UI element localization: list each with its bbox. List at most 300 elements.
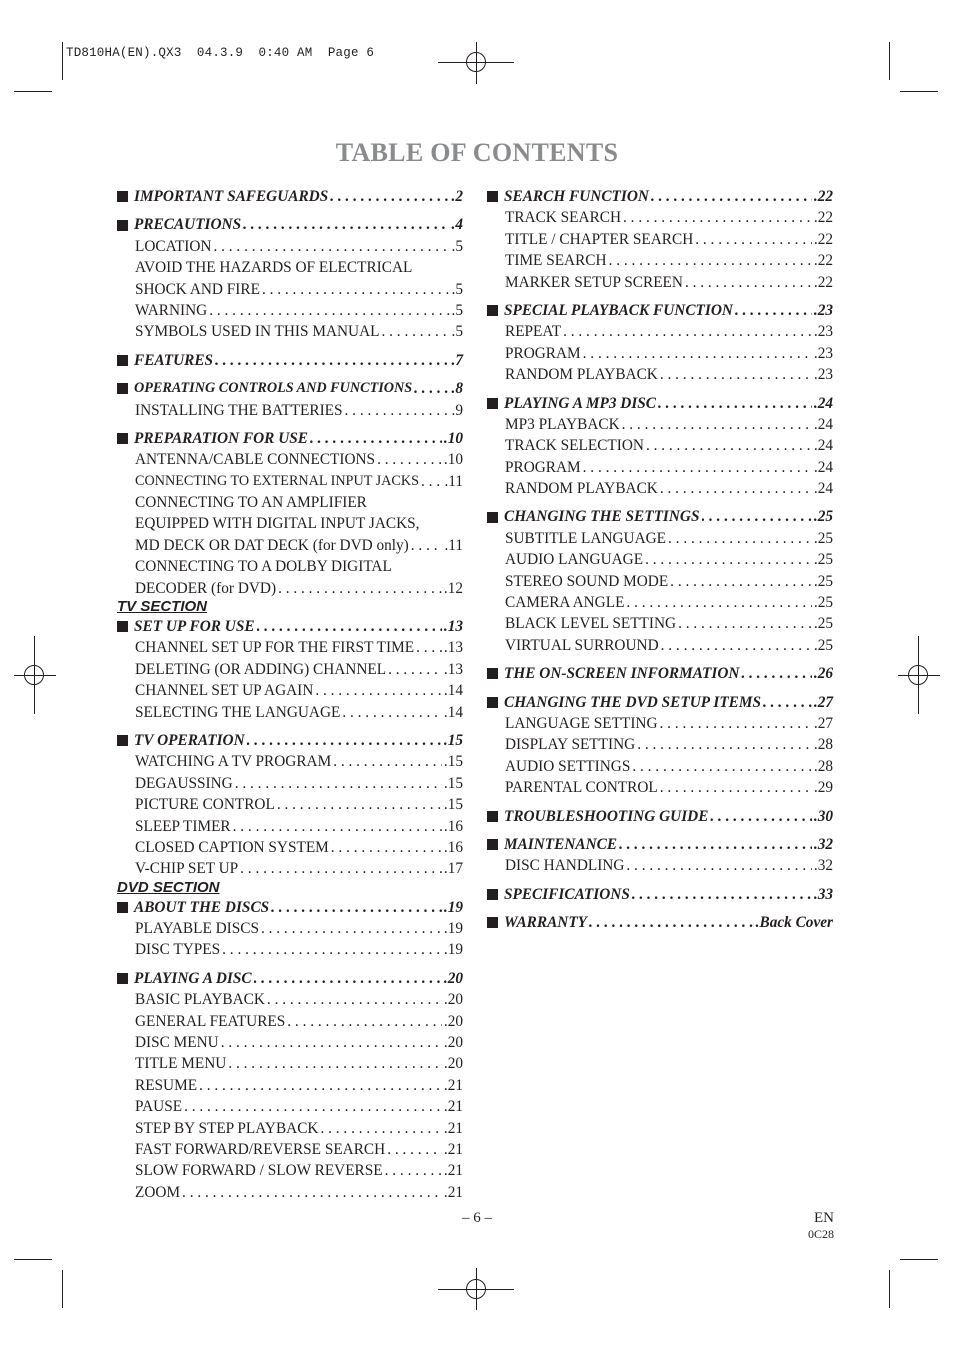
dot-leader [278, 578, 442, 599]
toc-entry-text: PROGRAM [505, 458, 581, 476]
toc-entry-text: WATCHING A TV PROGRAM [135, 753, 332, 771]
toc-heading[interactable] [487, 692, 833, 713]
toc-entry[interactable] [117, 400, 463, 421]
toc-entry-text: CLOSED CAPTION SYSTEM [135, 838, 329, 856]
toc-entry[interactable] [117, 1182, 463, 1203]
toc-heading-title [117, 378, 412, 399]
toc-entry-text: SYMBOLS USED IN THIS MANUAL [135, 323, 380, 341]
toc-heading[interactable] [117, 350, 463, 371]
toc-page-number: .25 [813, 551, 833, 569]
dot-leader [388, 659, 442, 680]
toc-heading-text: CHANGING THE SETTINGS [504, 508, 700, 526]
dot-leader [763, 692, 812, 713]
toc-entry[interactable] [117, 1118, 463, 1139]
toc-entry[interactable] [487, 777, 833, 798]
dot-leader [637, 734, 812, 755]
square-bullet-icon [117, 191, 128, 202]
toc-entry-text: BLACK LEVEL SETTING [505, 615, 677, 633]
toc-section [117, 616, 463, 723]
toc-page-number: .11 [444, 536, 463, 554]
toc-entry[interactable] [117, 236, 463, 257]
toc-heading-text: FEATURES [134, 351, 214, 369]
toc-page-number: .12 [443, 579, 463, 597]
toc-entry[interactable] [487, 734, 833, 755]
toc-entry[interactable] [487, 571, 833, 592]
dot-leader [221, 1032, 442, 1053]
toc-page-number: .23 [813, 344, 833, 362]
toc-entry[interactable] [487, 250, 833, 271]
toc-entry-line[interactable] [117, 279, 463, 300]
toc-page-number: .27 [813, 714, 833, 732]
toc-heading[interactable] [117, 428, 463, 449]
toc-entry-text: TITLE / CHAPTER SEARCH [505, 230, 694, 248]
dot-leader [333, 751, 442, 772]
toc-heading[interactable] [117, 214, 463, 235]
toc-entry[interactable] [117, 940, 463, 961]
dot-leader [222, 939, 442, 960]
dot-leader [416, 637, 442, 658]
toc-section [487, 663, 833, 684]
dot-leader [583, 343, 812, 364]
toc-entry-text: TRACK SEARCH [505, 209, 622, 227]
toc-heading[interactable] [117, 378, 463, 399]
dot-leader [209, 300, 449, 321]
toc-entry[interactable] [487, 635, 833, 656]
toc-page-number: .15 [443, 796, 463, 814]
toc-entry[interactable] [117, 680, 463, 701]
square-bullet-icon [487, 512, 498, 523]
toc-page-number: .25 [813, 594, 833, 612]
toc-entry[interactable] [117, 858, 463, 879]
toc-heading-title [487, 663, 739, 684]
toc-heading-text: ABOUT THE DISCS [134, 898, 270, 916]
toc-heading-text: SPECIAL PLAYBACK FUNCTION [504, 301, 733, 319]
dot-leader [632, 756, 812, 777]
dot-leader [215, 350, 449, 371]
toc-heading-title [117, 968, 252, 989]
toc-entry[interactable] [487, 321, 833, 342]
toc-heading[interactable] [487, 300, 833, 321]
dot-leader [678, 613, 812, 634]
dot-leader [182, 1182, 442, 1203]
dot-leader [235, 773, 442, 794]
dot-leader [702, 506, 812, 527]
toc-page-number: .32 [813, 835, 833, 853]
toc-entry[interactable] [117, 989, 463, 1010]
toc-entry[interactable] [117, 773, 463, 794]
toc-entry[interactable] [487, 414, 833, 435]
toc-entry-text: WARNING [135, 301, 208, 319]
toc-entry[interactable] [487, 592, 833, 613]
toc-entry-text: PICTURE CONTROL [135, 796, 275, 814]
toc-heading[interactable] [487, 806, 833, 827]
toc-page-number: .15 [443, 774, 463, 792]
toc-heading-text: SPECIFICATIONS [504, 885, 630, 903]
toc-entry-text: REPEAT [505, 323, 562, 341]
toc-entry-text: BASIC PLAYBACK [135, 991, 265, 1009]
dot-leader [563, 321, 812, 342]
toc-page-number: .23 [813, 366, 833, 384]
toc-entry[interactable] [487, 713, 833, 734]
toc-entry-text: DISC HANDLING [505, 857, 625, 875]
toc-entry-text: CONNECTING TO EXTERNAL INPUT JACKS [135, 472, 420, 489]
dot-leader [741, 663, 811, 684]
toc-page-number: .15 [443, 753, 463, 771]
toc-page-number: .5 [451, 301, 463, 319]
dot-leader [240, 858, 442, 879]
toc-section [487, 834, 833, 877]
language-code: EN [814, 1210, 834, 1226]
toc-heading-text: TROUBLESHOOTING GUIDE [504, 807, 709, 825]
square-bullet-icon [117, 433, 128, 444]
toc-entry[interactable] [487, 613, 833, 634]
square-bullet-icon [117, 355, 128, 366]
toc-page-number: .25 [813, 529, 833, 547]
square-bullet-icon [117, 621, 128, 632]
toc-entry[interactable] [117, 1053, 463, 1074]
dot-leader [660, 777, 812, 798]
toc-entry-text: TIME SEARCH [505, 252, 607, 270]
toc-entry-text: SELECTING THE LANGUAGE [135, 703, 341, 721]
toc-heading-text: OPERATING CONTROLS AND FUNCTIONS [134, 380, 413, 397]
toc-page-number: .17 [443, 860, 463, 878]
toc-page-number: .5 [451, 280, 463, 298]
toc-entry[interactable] [117, 751, 463, 772]
toc-entry[interactable] [487, 364, 833, 385]
toc-page-number: .25 [813, 615, 833, 633]
toc-entry-text: CAMERA ANGLE [505, 594, 625, 612]
toc-page-number: .22 [813, 187, 833, 205]
toc-section [487, 506, 833, 656]
toc-heading[interactable] [117, 968, 463, 989]
toc-page-number: .20 [443, 1055, 463, 1073]
toc-entry-text: DISPLAY SETTING [505, 736, 636, 754]
toc-entry[interactable] [487, 435, 833, 456]
toc-entry-text: DISC MENU [135, 1034, 219, 1052]
toc-section [117, 428, 463, 599]
toc-page-number: .7 [451, 351, 463, 369]
toc-heading[interactable] [487, 834, 833, 855]
dot-leader [254, 968, 442, 989]
toc-entry[interactable] [117, 794, 463, 815]
dot-leader [247, 730, 442, 751]
toc-heading[interactable] [487, 884, 833, 905]
toc-entry-text: SUBTITLE LANGUAGE [505, 529, 667, 547]
toc-entry-text: ANTENNA/CABLE CONNECTIONS [135, 451, 376, 469]
toc-heading-title [487, 300, 733, 321]
toc-entry[interactable] [487, 457, 833, 478]
toc-page-number: .20 [443, 969, 463, 987]
dot-leader [661, 635, 812, 656]
toc-entry[interactable] [487, 343, 833, 364]
dot-leader [385, 1160, 442, 1181]
toc-page-number: .23 [813, 323, 833, 341]
toc-entry-text: SHOCK AND FIRE [135, 280, 260, 298]
toc-heading-text: IMPORTANT SAFEGUARDS [134, 187, 329, 205]
toc-section [487, 912, 833, 933]
toc-page-number: .21 [443, 1141, 463, 1158]
toc-heading-text: MAINTENANCE [504, 835, 618, 853]
toc-page-number: .14 [443, 682, 463, 700]
toc-page-number: .11 [444, 472, 463, 490]
print-slug: TD810HA(EN).QX3 04.3.9 0:40 AM Page 6 [66, 46, 375, 60]
toc-left-column [117, 186, 463, 1210]
toc-entry-text: AVOID THE HAZARDS OF ELECTRICAL [135, 259, 413, 277]
toc-heading-title [487, 506, 700, 527]
toc-section [487, 186, 833, 293]
toc-section [487, 806, 833, 827]
dot-leader [632, 884, 812, 905]
square-bullet-icon [487, 917, 498, 928]
toc-entry[interactable] [117, 1032, 463, 1053]
page-title: TABLE OF CONTENTS [335, 138, 619, 167]
toc-heading[interactable] [487, 663, 833, 684]
dot-leader [660, 713, 812, 734]
dot-leader [735, 300, 812, 321]
section-label: DVD SECTION [117, 878, 220, 896]
toc-page-number: .5 [451, 323, 463, 341]
toc-entry[interactable] [117, 471, 463, 492]
toc-page-number: .2 [451, 187, 463, 205]
toc-page-number: .21 [443, 1098, 463, 1116]
toc-heading[interactable] [487, 186, 833, 207]
toc-entry[interactable] [117, 321, 463, 342]
dot-leader [589, 912, 754, 933]
toc-page-number: .24 [813, 437, 833, 455]
dot-leader [257, 616, 442, 637]
dot-leader [622, 414, 812, 435]
toc-entry-text: GENERAL FEATURES [135, 1012, 286, 1030]
dot-leader [277, 794, 442, 815]
toc-heading[interactable] [487, 393, 833, 414]
toc-entry-text: DELETING (OR ADDING) CHANNEL [135, 660, 387, 678]
toc-heading-title [487, 806, 708, 827]
toc-entry-text: CONNECTING TO A DOLBY DIGITAL [135, 558, 392, 576]
dot-leader [243, 214, 449, 235]
toc-entry-text: FAST FORWARD/REVERSE SEARCH [135, 1141, 386, 1158]
toc-entry-text: CHANNEL SET UP AGAIN [135, 682, 314, 700]
square-bullet-icon [487, 889, 498, 900]
dot-leader [262, 279, 450, 300]
toc-entry-text: CHANNEL SET UP FOR THE FIRST TIME [135, 639, 415, 657]
toc-page-number: .21 [443, 1183, 463, 1201]
toc-heading[interactable] [487, 506, 833, 527]
toc-page-number: .19 [443, 920, 463, 938]
toc-heading[interactable] [117, 730, 463, 751]
toc-section [117, 214, 463, 342]
toc-heading[interactable] [117, 897, 463, 918]
toc-section [117, 730, 463, 880]
square-bullet-icon [487, 398, 498, 409]
toc-heading[interactable] [117, 186, 463, 207]
toc-entry-line[interactable] [117, 257, 463, 278]
toc-page-number: .24 [813, 415, 833, 433]
dot-leader [651, 186, 812, 207]
toc-entry-line[interactable] [117, 578, 463, 599]
toc-entry-text: INSTALLING THE BATTERIES [135, 401, 343, 419]
toc-page-number: .19 [443, 941, 463, 959]
document-code: 0C28 [807, 1227, 834, 1241]
toc-entry[interactable] [117, 918, 463, 939]
toc-entry-line[interactable] [117, 535, 463, 556]
toc-heading[interactable] [487, 912, 833, 933]
toc-entry-text: MARKER SETUP SCREEN [505, 273, 683, 291]
dot-leader [213, 236, 449, 257]
toc-entry[interactable] [117, 1011, 463, 1032]
toc-entry[interactable] [117, 1096, 463, 1117]
toc-page-number: .33 [813, 885, 833, 903]
dot-leader [377, 449, 442, 470]
square-bullet-icon [487, 839, 498, 850]
toc-page-number: .25 [813, 572, 833, 590]
toc-heading-title [487, 186, 649, 207]
toc-entry-text: V-CHIP SET UP [135, 860, 239, 878]
toc-entry-text: DEGAUSSING [135, 774, 233, 792]
toc-entry-line[interactable] [117, 492, 463, 513]
dot-leader [310, 428, 442, 449]
toc-heading-text: PLAYING A DISC [134, 969, 252, 987]
toc-page-number: .21 [443, 1076, 463, 1094]
dot-leader [421, 471, 442, 492]
toc-entry[interactable] [487, 478, 833, 499]
toc-heading-title [117, 730, 245, 751]
toc-page-number: .16 [443, 838, 463, 856]
toc-page-number: .28 [813, 757, 833, 775]
toc-heading-text: CHANGING THE DVD SETUP ITEMS [504, 693, 761, 711]
toc-entry[interactable] [117, 637, 463, 658]
toc-entry-text: RANDOM PLAYBACK [505, 366, 658, 384]
toc-heading-text: SET UP FOR USE [134, 618, 255, 636]
square-bullet-icon [487, 305, 498, 316]
toc-entry[interactable] [117, 816, 463, 837]
toc-entry[interactable] [487, 549, 833, 570]
dot-leader [345, 400, 450, 421]
toc-entry[interactable] [487, 229, 833, 250]
toc-heading-title [117, 350, 213, 371]
dot-leader [626, 855, 811, 876]
toc-entry-text: TRACK SELECTION [505, 437, 644, 455]
toc-heading-title [117, 616, 255, 637]
toc-page-number: .20 [443, 1034, 463, 1052]
section-label: TV SECTION [117, 598, 208, 616]
dot-leader [619, 834, 812, 855]
toc-section [117, 968, 463, 1203]
dot-leader [646, 435, 812, 456]
dot-leader [695, 229, 812, 250]
toc-entry-text: RANDOM PLAYBACK [505, 480, 658, 498]
toc-entry[interactable] [487, 855, 833, 876]
toc-entry-text: AUDIO LANGUAGE [505, 551, 644, 569]
toc-entry-text: MD DECK OR DAT DECK (for DVD only) [135, 536, 409, 554]
square-bullet-icon [487, 191, 498, 202]
toc-page-number: .10 [443, 451, 463, 469]
toc-page-number: .23 [813, 301, 833, 319]
dot-leader [660, 478, 812, 499]
toc-section [117, 186, 463, 207]
dot-leader [382, 321, 450, 342]
page-number: – 6 – [462, 1210, 492, 1226]
toc-heading-title [117, 897, 269, 918]
toc-heading-text: SEARCH FUNCTION [504, 187, 649, 205]
toc-entry-text: PARENTAL CONTROL [505, 779, 658, 797]
toc-heading-title [487, 912, 587, 933]
toc-entry-line[interactable] [117, 556, 463, 577]
toc-entry[interactable] [117, 1075, 463, 1096]
dot-leader [184, 1096, 442, 1117]
dot-leader [387, 1139, 442, 1160]
toc-page-number: .16 [443, 817, 463, 835]
toc-section [487, 300, 833, 386]
dot-leader [685, 272, 812, 293]
toc-page-number: .24 [813, 458, 833, 476]
toc-entry-text: SLOW FORWARD / SLOW REVERSE [135, 1162, 383, 1180]
toc-page-number: .30 [813, 807, 833, 825]
toc-heading[interactable] [117, 616, 463, 637]
dot-leader [414, 378, 449, 399]
dot-leader [668, 528, 812, 549]
toc-page-number: .Back Cover [755, 914, 833, 932]
toc-entry-text: CONNECTING TO AN AMPLIFIER [135, 494, 367, 512]
dot-leader [315, 680, 442, 701]
toc-entry[interactable] [487, 207, 833, 228]
toc-entry-text: VIRTUAL SURROUND [505, 636, 659, 654]
toc-page-number: .5 [451, 237, 463, 255]
toc-page-number: .26 [813, 665, 833, 683]
toc-entry[interactable] [487, 756, 833, 777]
toc-page-number: .25 [813, 636, 833, 654]
square-bullet-icon [117, 383, 128, 394]
toc-entry-text: MP3 PLAYBACK [505, 415, 620, 433]
toc-page-number: .13 [443, 618, 463, 636]
toc-page-number: .8 [451, 380, 463, 398]
toc-section [117, 897, 463, 961]
dot-leader [645, 549, 812, 570]
toc-page-number: .29 [813, 779, 833, 797]
toc-heading-title [487, 393, 656, 414]
toc-heading-text: PLAYING A MP3 DISC [504, 394, 657, 412]
dot-leader [609, 250, 812, 271]
toc-entry[interactable] [117, 837, 463, 858]
toc-entry[interactable] [487, 272, 833, 293]
toc-page-number: .24 [813, 394, 833, 412]
toc-entry[interactable] [117, 1160, 463, 1181]
toc-entry[interactable] [117, 1139, 463, 1160]
toc-page-number: .13 [443, 660, 463, 678]
toc-page-number: .22 [813, 273, 833, 291]
toc-entry-text: STEREO SOUND MODE [505, 572, 669, 590]
dot-leader [320, 1118, 441, 1139]
toc-page-number: .20 [443, 1012, 463, 1030]
toc-page-number: .13 [443, 639, 463, 657]
toc-page-number: .9 [451, 401, 463, 419]
dot-leader [342, 702, 442, 723]
dot-leader [261, 918, 442, 939]
toc-page-number: .21 [443, 1162, 463, 1180]
toc-heading-title [487, 834, 617, 855]
toc-entry[interactable] [117, 702, 463, 723]
toc-entry-line[interactable] [117, 513, 463, 534]
toc-entry-text: DECODER (for DVD) [135, 579, 277, 597]
toc-section [117, 350, 463, 371]
toc-page-number: .32 [813, 857, 833, 875]
toc-entry-text: AUDIO SETTINGS [505, 757, 631, 775]
toc-heading-text: THE ON-SCREEN INFORMATION [504, 665, 740, 683]
toc-entry[interactable] [117, 449, 463, 470]
toc-entry-text: DISC TYPES [135, 941, 221, 959]
toc-entry[interactable] [487, 528, 833, 549]
toc-entry[interactable] [117, 300, 463, 321]
toc-entry[interactable] [117, 659, 463, 680]
